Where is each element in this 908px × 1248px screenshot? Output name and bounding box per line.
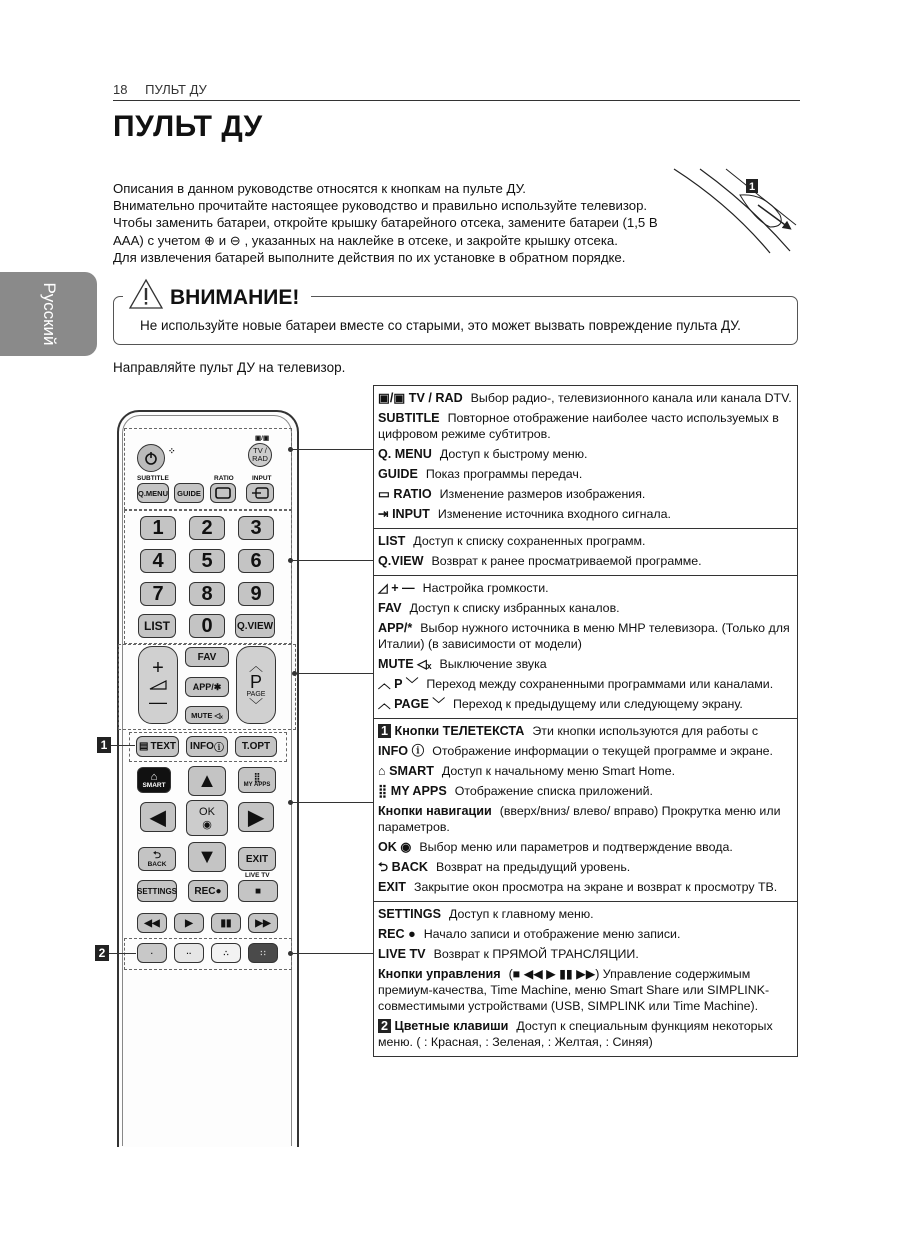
page-header	[113, 82, 221, 97]
desc-text: Настройка громкости.	[422, 581, 549, 595]
page-title: ПУЛЬТ ДУ	[113, 110, 263, 143]
number-7-button[interactable]: 7	[140, 582, 176, 606]
red-color-button[interactable]: ·	[137, 943, 167, 963]
desc-row	[378, 926, 793, 942]
desc-key: MUTE ◁ₓ	[378, 657, 432, 671]
desc-row	[378, 946, 793, 962]
yellow-color-button[interactable]: ∴	[211, 943, 241, 963]
grid-icon: ⣿	[253, 771, 261, 782]
desc-text: Выбор радио-, телевизионного канала или канала DTV.	[470, 391, 792, 405]
desc-row	[378, 506, 793, 522]
rec-button[interactable]: REC ●	[188, 880, 228, 902]
warning-icon	[128, 278, 164, 310]
callout-badge-2: 2	[95, 945, 109, 961]
intro-line: Внимательно прочитайте настоящее руководство и правильно используйте телевизор.	[113, 198, 648, 214]
desc-row	[378, 723, 793, 739]
tv-rad-button[interactable]: TV / RAD	[248, 443, 272, 467]
desc-row	[378, 580, 793, 596]
list-button[interactable]: LIST	[138, 614, 176, 638]
desc-section-list	[374, 529, 797, 576]
number-8-button[interactable]: 8	[189, 582, 225, 606]
ok-dot-icon: ◉	[202, 818, 212, 831]
arrow-down-icon: ▼	[197, 845, 217, 868]
desc-row	[378, 783, 793, 799]
ratio-button[interactable]	[210, 483, 236, 503]
input-label: INPUT	[252, 475, 272, 482]
pause-icon: ▮▮	[220, 917, 232, 929]
myapps-button[interactable]: ⣿ MY APPS	[238, 767, 276, 793]
desc-row	[378, 656, 793, 672]
record-dot-icon: ●	[215, 885, 222, 897]
play-button[interactable]	[174, 913, 204, 933]
figure-badge: 1	[748, 181, 756, 193]
power-dots: ⁘	[168, 446, 176, 456]
desc-key: FAV	[378, 601, 402, 615]
arrow-left-icon: ◀	[150, 806, 166, 829]
teletext-icon: ▤	[138, 741, 149, 752]
desc-row	[378, 390, 793, 406]
livetv-button[interactable]	[238, 880, 278, 902]
desc-text: Показ программы передач.	[425, 467, 583, 481]
nav-left-button[interactable]	[140, 802, 176, 832]
ok-dot-icon: ◉	[396, 840, 412, 854]
caution-title: ВНИМАНИЕ!	[170, 286, 300, 309]
tv-rad-icon: ▣/▣	[378, 391, 409, 405]
qview-button[interactable]: Q.VIEW	[235, 614, 275, 638]
rewind-icon: ◀◀	[144, 917, 160, 929]
volume-up: +	[152, 657, 164, 679]
number-0-button[interactable]: 0	[189, 614, 225, 638]
ratio-label: RATIO	[214, 475, 234, 482]
desc-row	[378, 696, 793, 712]
desc-key: ◿ + —	[378, 581, 415, 595]
desc-key: ⌂ SMART	[378, 764, 434, 778]
back-button[interactable]: ⮌ BACK	[138, 847, 176, 871]
chevron-up-icon: ︿	[249, 657, 263, 674]
button-description-table	[373, 385, 798, 1057]
desc-text: Начало записи и отображение меню записи.	[423, 927, 681, 941]
page-rocker[interactable]	[236, 646, 276, 724]
header-section: ПУЛЬТ ДУ	[145, 82, 207, 97]
desc-row	[378, 966, 793, 1014]
desc-row	[378, 446, 793, 462]
desc-text: Возврат к ранее просматриваемой программе.	[431, 554, 702, 568]
desc-text: Выбор нужного источника в меню MHP телевизора. (Только для Италии) (в зависимости от модели)	[378, 621, 790, 651]
ratio-icon	[215, 487, 231, 499]
page-label: PAGE	[246, 690, 266, 698]
language-tab: Русский	[0, 272, 97, 356]
tv-rad-icon: ▣/▣	[255, 435, 270, 442]
desc-key: ︿ P ﹀	[378, 677, 419, 691]
desc-text: (■ ◀◀ ▶ ▮▮ ▶▶) Управление содержимым премиум-качества, Time Machine, меню Smart Share или SIMPLINK-совместимыми устройствами (USB, SIMPLINK или Time Machine).	[378, 967, 770, 1013]
power-icon	[143, 450, 159, 466]
volume-icon: ◿	[378, 581, 392, 595]
desc-text: Возврат к ПРЯМОЙ ТРАНСЛЯЦИИ.	[433, 947, 639, 961]
desc-row	[378, 466, 793, 482]
desc-text: Выключение звука	[439, 657, 547, 671]
guide-button[interactable]: GUIDE	[174, 483, 204, 503]
input-button[interactable]	[246, 483, 274, 503]
intro-line: Описания в данном руководстве относятся к кнопкам на пульте ДУ.	[113, 181, 526, 196]
chevron-down-icon: ﹀	[249, 696, 263, 713]
chevron-up-icon: ︿	[378, 697, 395, 711]
volume-down: —	[149, 692, 167, 712]
desc-key: ▭ RATIO	[378, 487, 432, 501]
livetv-label: LIVE TV	[245, 872, 270, 879]
desc-row	[378, 553, 793, 569]
desc-text: (вверх/вниз/ влево/ вправо) Прокрутка меню или параметров.	[378, 804, 781, 834]
volume-icon	[148, 679, 168, 691]
desc-section-navigation	[374, 719, 797, 902]
volume-rocker[interactable]	[138, 646, 178, 724]
number-9-button[interactable]: 9	[238, 582, 274, 606]
nav-up-button[interactable]	[188, 766, 226, 796]
desc-key: LIVE TV	[378, 947, 426, 961]
desc-text: Эти кнопки используются для работы с	[532, 724, 759, 738]
nav-right-button[interactable]	[238, 802, 274, 832]
green-color-button[interactable]: ··	[174, 943, 204, 963]
number-2-button[interactable]: 2	[189, 516, 225, 540]
number-6-button[interactable]: 6	[238, 549, 274, 573]
text-button[interactable]: ▤ TEXT	[136, 736, 179, 757]
page-number: 18	[113, 82, 128, 97]
desc-key: Кнопки управления	[378, 967, 501, 981]
desc-row	[378, 803, 793, 835]
desc-text: Выбор меню или параметров и подтверждение ввода.	[419, 840, 733, 854]
desc-key: ⇥ INPUT	[378, 507, 430, 521]
desc-row	[378, 486, 793, 502]
number-5-button[interactable]: 5	[189, 549, 225, 573]
intro-text	[113, 180, 673, 266]
desc-text: Доступ к быстрому меню.	[439, 447, 588, 461]
desc-key: REC ●	[378, 927, 416, 941]
desc-row	[378, 600, 793, 616]
settings-button[interactable]: SETTINGS	[137, 880, 177, 902]
input-icon: ⇥	[378, 507, 393, 521]
desc-row	[378, 763, 793, 779]
grid-icon: ⣿	[378, 784, 391, 798]
desc-text: Повторное отображение наиболее часто используемых в цифровом режиме субтитров.	[378, 411, 779, 441]
arrow-up-icon: ▲	[197, 769, 217, 792]
mute-button[interactable]	[185, 706, 229, 724]
desc-key: Q. MENU	[378, 447, 432, 461]
chevron-down-icon: ﹀	[402, 677, 419, 691]
back-icon: ⮌	[378, 860, 392, 874]
desc-text: Отображение списка приложений.	[454, 784, 653, 798]
info-icon: ⓘ	[213, 743, 224, 754]
desc-text: Возврат на предыдущий уровень.	[435, 860, 631, 874]
desc-key: APP/*	[378, 621, 413, 635]
number-4-button[interactable]: 4	[140, 549, 176, 573]
desc-row	[378, 620, 793, 652]
desc-row	[378, 859, 793, 875]
desc-section-playback	[374, 902, 797, 1056]
desc-key: SUBTITLE	[378, 411, 440, 425]
desc-text: Доступ к списку сохраненных программ.	[413, 534, 646, 548]
desc-key: 1 Кнопки ТЕЛЕТЕКСТА	[378, 724, 524, 738]
battery-cover-illustration	[670, 165, 800, 257]
desc-row	[378, 1018, 793, 1050]
desc-row	[378, 839, 793, 855]
badge-2-icon: 2	[378, 1019, 391, 1033]
desc-key: EXIT	[378, 880, 406, 894]
pause-button[interactable]	[211, 913, 241, 933]
fav-button[interactable]: FAV	[185, 647, 229, 667]
chevron-up-icon: ︿	[378, 677, 395, 691]
back-icon: ⮌	[152, 849, 161, 861]
desc-row	[378, 906, 793, 922]
number-3-button[interactable]: 3	[238, 516, 274, 540]
desc-text: Переход к предыдущему или следующему экрану.	[452, 697, 743, 711]
badge-1-icon: 1	[378, 724, 391, 738]
aim-text: Направляйте пульт ДУ на телевизор.	[113, 360, 346, 375]
desc-key: GUIDE	[378, 467, 418, 481]
power-button[interactable]	[137, 444, 165, 472]
intro-line: Для извлечения батарей выполните действия по их установке в обратном порядке.	[113, 249, 626, 265]
desc-row	[378, 533, 793, 549]
ok-button[interactable]: OK ◉	[186, 800, 228, 836]
desc-section-volume	[374, 576, 797, 719]
mute-label: MUTE	[191, 710, 213, 720]
rewind-button[interactable]	[137, 913, 167, 933]
desc-key: ▣/▣ TV / RAD	[378, 391, 463, 405]
desc-row	[378, 879, 793, 895]
mute-icon: ◁ₓ	[413, 657, 432, 671]
desc-key: LIST	[378, 534, 406, 548]
forward-icon: ▶▶	[255, 917, 271, 929]
desc-key: ⣿ MY APPS	[378, 784, 447, 798]
desc-text: Доступ к списку избранных каналов.	[409, 601, 620, 615]
arrow-right-icon: ▶	[248, 806, 264, 829]
exit-button[interactable]: EXIT	[238, 847, 276, 871]
number-1-button[interactable]: 1	[140, 516, 176, 540]
mute-icon: ◁ₓ	[214, 710, 223, 720]
callout-badge-1: 1	[97, 737, 111, 753]
desc-text: Доступ к главному меню.	[448, 907, 594, 921]
desc-text: Переход между сохраненными программами или каналами.	[426, 677, 774, 691]
desc-text: Изменение источника входного сигнала.	[437, 507, 671, 521]
desc-text: Закрытие окон просмотра на экране и возврат к просмотру ТВ.	[414, 880, 778, 894]
desc-key: ︿ PAGE ﹀	[378, 697, 445, 711]
play-icon: ▶	[185, 917, 193, 929]
intro-line: ААА) с учетом ⊕ и ⊖ , указанных на наклейке в отсеке, и закройте крышку отсека.	[113, 232, 618, 248]
forward-button[interactable]	[248, 913, 278, 933]
header-divider	[113, 100, 800, 101]
app-button[interactable]: APP/✱	[185, 677, 229, 697]
desc-key: 2 Цветные клавиши	[378, 1019, 508, 1033]
desc-key: Кнопки навигации	[378, 804, 492, 818]
desc-key: OK ◉	[378, 840, 412, 854]
blue-color-button[interactable]: ∷	[248, 943, 278, 963]
stop-icon: ■	[254, 885, 262, 897]
desc-text: Отображение информации о текущей программе и экране.	[432, 744, 773, 758]
nav-down-button[interactable]	[188, 842, 226, 872]
desc-row	[378, 410, 793, 442]
intro-line: Чтобы заменить батареи, откройте крышку батарейного отсека, замените батареи (1,5 В	[113, 215, 658, 231]
desc-row	[378, 743, 793, 759]
home-icon: ⌂	[150, 770, 158, 783]
desc-text: Доступ к специальным функциям некоторых меню. ( : Красная, : Зеленая, : Желтая, : Синяя)	[378, 1019, 773, 1049]
input-icon	[251, 487, 269, 499]
info-button[interactable]: INFO ⓘ	[186, 736, 228, 757]
desc-section-top	[374, 386, 797, 529]
subtitle-label: SUBTITLE	[137, 475, 169, 482]
home-icon: ⌂	[378, 764, 390, 778]
program-label: P	[249, 671, 262, 692]
desc-key: ⮌ BACK	[378, 860, 428, 874]
caution-text: Не используйте новые батареи вместе со старыми, это может вызвать повреждение пульта ДУ.	[140, 318, 741, 333]
ratio-icon: ▭	[378, 487, 394, 501]
topt-button[interactable]: T.OPT	[235, 736, 277, 757]
chevron-down-icon: ﹀	[428, 697, 445, 711]
desc-key: SETTINGS	[378, 907, 441, 921]
desc-key: Q.VIEW	[378, 554, 424, 568]
qmenu-button[interactable]: Q.MENU	[137, 483, 169, 503]
desc-row	[378, 676, 793, 692]
desc-text: Доступ к начальному меню Smart Home.	[441, 764, 676, 778]
desc-text: Изменение размеров изображения.	[439, 487, 646, 501]
smart-button[interactable]: ⌂ SMART	[137, 767, 171, 793]
info-icon: ⓘ	[408, 744, 425, 758]
desc-key: INFO ⓘ	[378, 744, 425, 758]
